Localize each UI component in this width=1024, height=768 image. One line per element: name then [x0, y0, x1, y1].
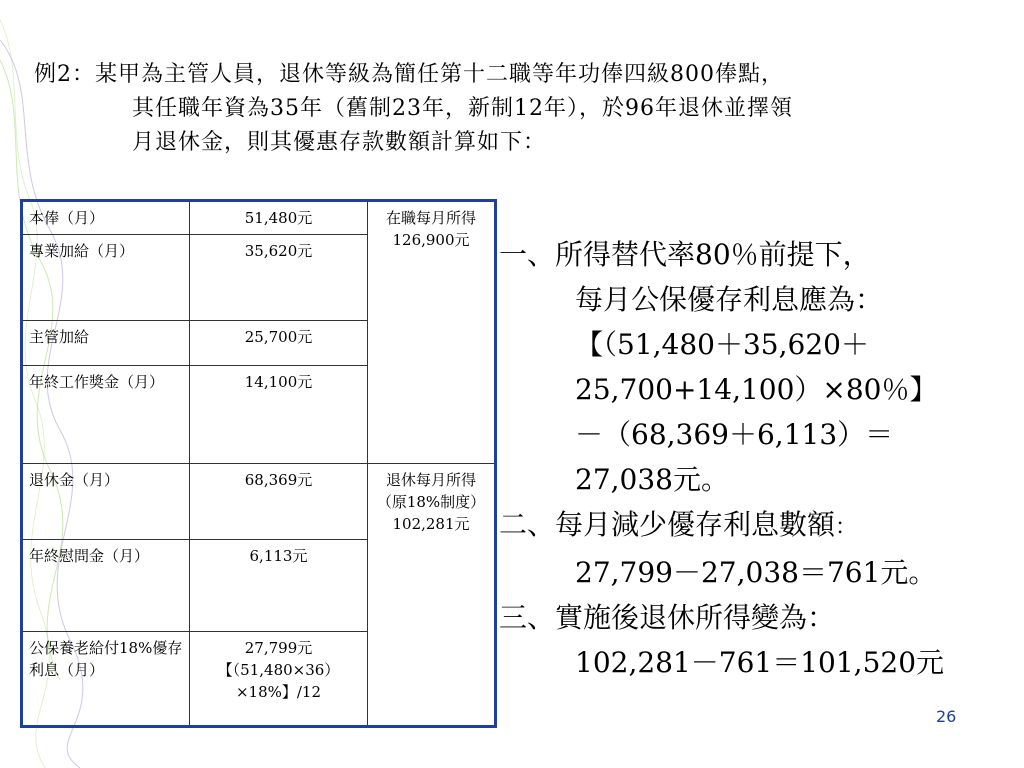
row-value-supervisor-allowance: 25,700元	[190, 321, 368, 366]
insurance-interest-amount: 27,799元	[244, 639, 313, 657]
row-value-base-salary: 51,480元	[190, 201, 368, 235]
group-cell-active-income	[368, 201, 496, 464]
group-label-retired-income: 退休每月所得（原18%制度）	[376, 471, 486, 511]
summary-line-7-colon: ：	[835, 515, 858, 540]
row-label-insurance-interest: 公保養老給付18%優存利息（月）	[22, 632, 190, 727]
title-line-1: 例2：某甲為主管人員，退休等級為簡任第十二職等年功俸四級800俸點，	[34, 62, 784, 87]
row-label-professional-allowance: 專業加給（月）	[22, 235, 190, 321]
summary-line-8: 27,799－27,038＝761元。	[575, 556, 937, 589]
row-label-supervisor-allowance: 主管加給	[22, 321, 190, 366]
group-cell-retired-income	[368, 464, 496, 727]
title-line-2: 其任職年資為35年（舊制23年，新制12年），於96年退休並擇領	[132, 96, 793, 121]
group-value-retired-income: 102,281元	[392, 515, 470, 533]
insurance-interest-formula: 【（51,480×36）×18%】/12	[217, 661, 340, 701]
income-table	[20, 199, 497, 728]
row-value-insurance-interest	[190, 632, 368, 727]
table-row	[22, 464, 496, 540]
summary-line-7-text: 二、每月減少優存利息數額	[499, 508, 836, 541]
row-value-professional-allowance: 35,620元	[190, 235, 368, 321]
row-label-base-salary: 本俸（月）	[22, 201, 190, 235]
summary-line-2: 每月公保優存利息應為：	[575, 283, 884, 316]
row-value-year-end-condolence: 6,113元	[190, 540, 368, 632]
calculation-summary	[499, 232, 1019, 685]
row-label-year-end-condolence: 年終慰問金（月）	[22, 540, 190, 632]
row-value-year-end-bonus: 14,100元	[190, 366, 368, 464]
summary-line-5: －（68,369＋6,113）＝	[575, 418, 894, 451]
row-value-pension: 68,369元	[190, 464, 368, 540]
row-label-year-end-bonus: 年終工作獎金（月）	[22, 366, 190, 464]
summary-line-7	[499, 502, 1019, 550]
group-label-active-income: 在職每月所得	[385, 209, 476, 227]
summary-line-3: 【（51,480＋35,620＋	[575, 328, 869, 361]
page-number: 26	[936, 707, 957, 726]
table-row	[22, 201, 496, 235]
slide-title	[34, 58, 1014, 160]
group-value-active-income: 126,900元	[392, 231, 470, 249]
summary-line-10: 102,281－761＝101,520元	[575, 646, 945, 679]
row-label-pension: 退休金（月）	[22, 464, 190, 540]
summary-line-1: 一、所得替代率80％前提下，	[499, 238, 871, 271]
summary-line-4: 25,700+14,100）×80％】	[575, 373, 938, 406]
title-line-3: 月退休金，則其優惠存款數額計算如下：	[132, 130, 547, 155]
summary-line-6: 27,038元。	[575, 463, 729, 496]
summary-line-9: 三、實施後退休所得變為：	[499, 601, 836, 634]
